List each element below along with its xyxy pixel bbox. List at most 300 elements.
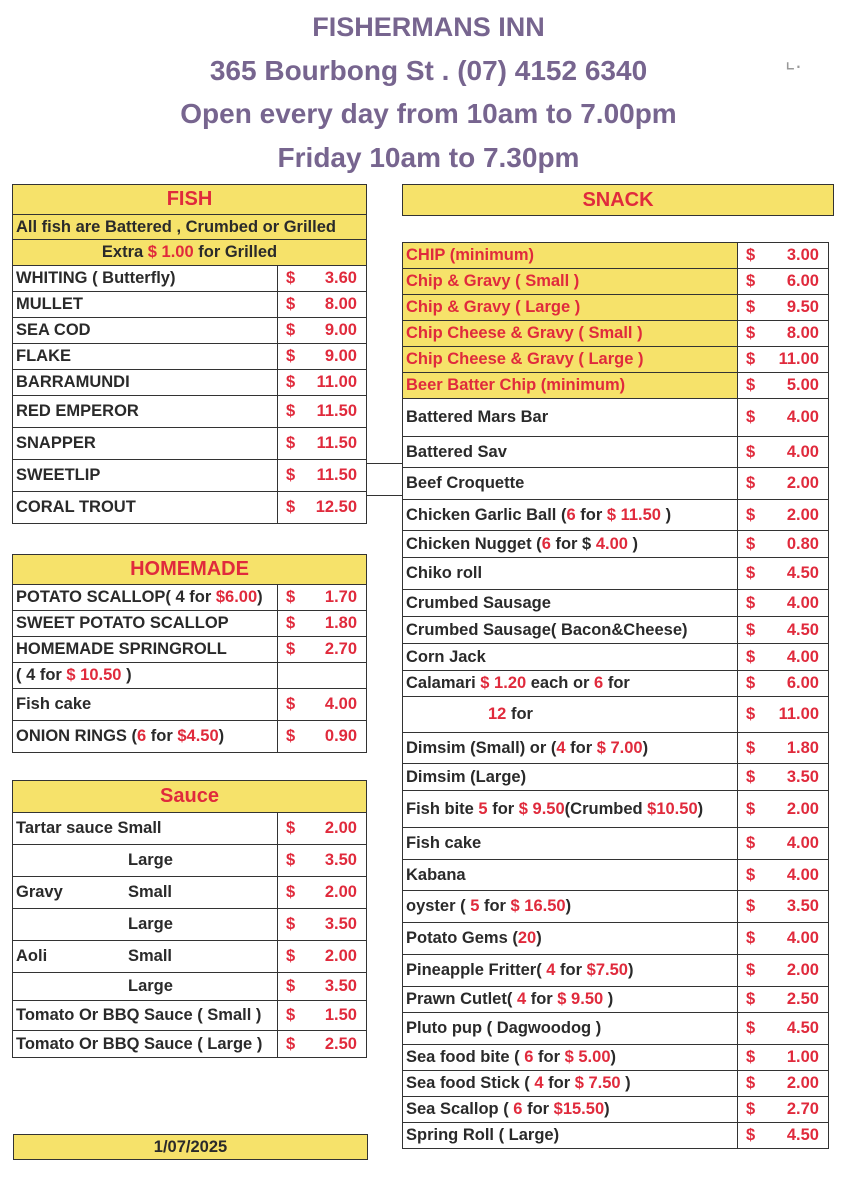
item-size: Large (128, 851, 173, 869)
item-price: 2.00 (786, 961, 819, 979)
shop-address: 365 Bourbong St . (07) 4152 6340 (209, 55, 648, 86)
snack-row (403, 891, 829, 923)
dollar-sign: $ (746, 474, 756, 492)
item-name: SEA COD (16, 321, 91, 339)
dollar-sign: $ (286, 727, 296, 745)
sauce-row (13, 909, 367, 941)
item-price-cell (738, 347, 829, 373)
homemade-table (12, 554, 367, 753)
item-qty: 6 (524, 1048, 534, 1066)
menu-date: 1/07/2025 (13, 1134, 368, 1160)
item-name-cell (13, 292, 278, 318)
snack-row (403, 1123, 829, 1149)
item-name-cell (13, 973, 278, 1001)
item-name: Aoli (16, 947, 48, 965)
dollar-sign: $ (286, 1006, 296, 1024)
dollar-sign: $ (746, 799, 756, 818)
dollar-sign: $ (746, 350, 756, 368)
item-price-cell (738, 617, 829, 644)
item-name-cell (403, 1045, 738, 1071)
item-deal: $6.00 (215, 588, 258, 606)
item-price: 4.00 (786, 929, 819, 947)
fish-table (12, 184, 367, 524)
item-name-end: ) (218, 727, 225, 745)
item-price-cell (738, 671, 829, 697)
item-price-cell (738, 1071, 829, 1097)
snack-row (403, 697, 829, 733)
item-price-cell (738, 828, 829, 860)
item-name: Dimsim (Large) (406, 767, 527, 786)
item-name-end: ) (604, 1100, 610, 1118)
snack-row (403, 617, 829, 644)
snack-chip-row (403, 243, 829, 269)
item-qty: 4 (516, 990, 527, 1008)
item-price-cell (278, 318, 367, 344)
item-price: 3.00 (786, 246, 819, 264)
item-price: 4.50 (786, 1126, 819, 1144)
item-price-cell (278, 909, 367, 941)
dollar-sign: $ (746, 1019, 756, 1037)
item-name: HOMEMADE SPRINGROLL (16, 640, 227, 658)
item-name-cell (403, 399, 738, 437)
item-price: 0.90 (324, 727, 358, 745)
item-mid: each or (526, 674, 595, 692)
item-price-cell (278, 611, 367, 637)
sauce-row (13, 1031, 367, 1058)
item-deal: $ 9.50 (518, 799, 565, 818)
item-name-cell (403, 1013, 738, 1045)
item-price-cell (738, 1097, 829, 1123)
sauce-row (13, 813, 367, 845)
fish-row (13, 396, 367, 428)
item-price: 11.00 (316, 373, 357, 391)
item-price: 3.50 (324, 977, 357, 995)
fish-row (13, 460, 367, 492)
dollar-sign: $ (286, 614, 296, 632)
item-mid: for (555, 961, 587, 979)
item-price: 3.50 (324, 915, 357, 933)
dollar-sign: $ (746, 865, 756, 884)
item-name-cell (403, 373, 738, 399)
dollar-sign: $ (286, 695, 296, 713)
fish-row (13, 344, 367, 370)
item-name-cell (13, 585, 278, 611)
item-price-cell (738, 437, 829, 468)
item-price-cell (738, 468, 829, 500)
item-name-end: ) (642, 738, 649, 757)
item-size: Large (128, 915, 173, 933)
item-name: Battered Sav (406, 442, 507, 461)
item-name: Gravy (16, 883, 63, 901)
fish-row (13, 428, 367, 460)
item-price-cell (278, 585, 367, 611)
item-name-cell (403, 1071, 738, 1097)
snack-chip-row (403, 321, 829, 347)
item-name-end: ) (257, 588, 263, 606)
item-deal: $10.50 (647, 799, 698, 818)
item-mid: for (526, 990, 558, 1008)
item-price: 6.00 (786, 272, 819, 290)
item-qty: 6 (513, 1100, 523, 1118)
item-price: 2.00 (324, 883, 357, 901)
item-name-end: ) (627, 534, 639, 553)
dollar-sign: $ (286, 498, 296, 516)
item-price: 11.50 (316, 434, 357, 452)
item-deal: $15.50 (553, 1100, 605, 1118)
item-name: Sea food bite ( (406, 1048, 525, 1066)
item-name-cell (13, 637, 278, 663)
dollar-sign: $ (286, 977, 296, 995)
item-price: 4.50 (786, 1019, 819, 1037)
item-name-cell (403, 644, 738, 671)
fish-row (13, 492, 367, 524)
item-deal: $ 10.50 (66, 666, 122, 684)
snack-row (403, 828, 829, 860)
item-price: 1.80 (786, 738, 819, 757)
item-mid: for (522, 1100, 554, 1118)
item-qty: 6 (566, 505, 576, 524)
snack-row (403, 923, 829, 955)
snack-chip-row (403, 295, 829, 321)
extra-note: for Grilled (198, 243, 278, 261)
item-deal: $ 1.20 (480, 674, 527, 692)
item-mid: for (575, 505, 607, 524)
item-name-end: ) (536, 929, 542, 947)
item-size: Small (128, 947, 173, 965)
item-price-cell (278, 845, 367, 877)
item-deal: $ 9.50 (557, 990, 604, 1008)
item-name: Fish bite (406, 799, 479, 818)
item-price: 9.00 (324, 347, 357, 365)
item-qty: 5 (478, 799, 488, 818)
sauce-row (13, 845, 367, 877)
item-price: 0.80 (786, 534, 819, 553)
item-name-cell (13, 845, 278, 877)
dollar-sign: $ (286, 915, 296, 933)
item-price: 1.80 (324, 614, 358, 632)
dollar-sign: $ (746, 929, 756, 947)
dollar-sign: $ (746, 534, 756, 553)
snack-row (403, 531, 829, 558)
dollar-sign: $ (746, 505, 756, 524)
dollar-sign: $ (286, 1034, 296, 1053)
item-name-cell (403, 321, 738, 347)
item-name: Pluto pup ( Dagwoodog ) (406, 1019, 602, 1037)
item-price: 2.00 (786, 474, 819, 492)
item-name: Chip & Gravy ( Large ) (406, 298, 581, 316)
item-name: Chiko roll (406, 564, 483, 582)
item-price-cell (278, 1031, 367, 1058)
dollar-sign: $ (286, 402, 296, 420)
item-price-cell (738, 1013, 829, 1045)
dollar-sign: $ (746, 593, 756, 612)
snack-row (403, 955, 829, 987)
item-name-end: for (603, 674, 630, 692)
item-price: 8.00 (786, 324, 819, 342)
dollar-sign: $ (746, 408, 756, 426)
snack-row (403, 987, 829, 1013)
item-price-cell (738, 399, 829, 437)
homemade-row (13, 585, 367, 611)
snack-row (403, 671, 829, 697)
homemade-row (13, 611, 367, 637)
dollar-sign: $ (286, 373, 296, 391)
item-name: Tomato Or BBQ Sauce ( Large ) (16, 1034, 263, 1053)
item-price-cell (738, 697, 829, 733)
dollar-sign: $ (286, 295, 296, 313)
dollar-sign: $ (746, 705, 756, 723)
item-deal: $7.50 (586, 961, 628, 979)
homemade-heading: HOMEMADE (13, 555, 367, 585)
item-name-end: ) (610, 1048, 616, 1066)
item-name: Battered Mars Bar (406, 408, 549, 426)
item-price: 4.00 (786, 647, 819, 666)
fish-row (13, 292, 367, 318)
item-name: Crumbed Sausage( Bacon&Cheese) (406, 620, 688, 639)
item-mid: for (543, 1074, 575, 1092)
item-deal: $ 5.00 (564, 1048, 611, 1066)
item-name-end: (Crumbed (564, 799, 648, 818)
item-name: SWEET POTATO SCALLOP (16, 614, 229, 632)
item-name-cell (403, 437, 738, 468)
item-price: 2.00 (324, 819, 357, 837)
item-price-cell (738, 860, 829, 891)
item-name-cell (403, 671, 738, 697)
item-name-cell (403, 697, 738, 733)
item-name-end: ) (660, 505, 672, 524)
item-price: 1.50 (324, 1006, 357, 1024)
item-price: 9.00 (324, 321, 357, 339)
item-name: Spring Roll ( Large) (406, 1126, 560, 1144)
item-name: Beer Batter Chip (minimum) (406, 376, 626, 394)
item-name: MULLET (16, 295, 83, 313)
item-price-cell (278, 877, 367, 909)
item-name-cell (403, 955, 738, 987)
item-name-cell (13, 611, 278, 637)
item-name: SNAPPER (16, 434, 96, 452)
item-qty: 12 (488, 705, 507, 723)
fish-row (13, 318, 367, 344)
item-price: 4.00 (786, 865, 819, 884)
item-name-cell (403, 347, 738, 373)
item-price: 5.00 (786, 376, 819, 394)
item-mid: for (565, 738, 597, 757)
item-name-cell (403, 923, 738, 955)
item-name-cell (13, 396, 278, 428)
item-name: Sea food Stick ( (406, 1074, 535, 1092)
dollar-sign: $ (746, 324, 756, 342)
item-name-cell (403, 531, 738, 558)
item-mid: for $ (550, 534, 596, 553)
dollar-sign: $ (286, 466, 296, 484)
item-size: Large (128, 977, 173, 995)
homemade-row (13, 637, 367, 663)
snack-row (403, 733, 829, 764)
item-price: 4.00 (786, 408, 819, 426)
dollar-sign: $ (746, 897, 756, 915)
item-name-cell (13, 266, 278, 292)
item-name: ( 4 for (16, 666, 67, 684)
item-price: 2.00 (324, 947, 357, 965)
fish-heading: FISH (13, 185, 367, 215)
item-price: 3.50 (786, 897, 819, 915)
item-price-cell (278, 663, 367, 689)
item-price-cell (738, 1045, 829, 1071)
item-mid: for (533, 1048, 565, 1066)
dollar-sign: $ (746, 298, 756, 316)
item-name-end: ) (620, 1074, 631, 1092)
dollar-sign: $ (746, 834, 756, 852)
item-price-cell (738, 891, 829, 923)
item-price-cell (738, 243, 829, 269)
item-price-cell (738, 923, 829, 955)
item-name-cell (13, 663, 278, 689)
item-price: 1.70 (324, 588, 358, 606)
item-price-cell (738, 295, 829, 321)
snack-row (403, 764, 829, 791)
item-price: 11.50 (316, 402, 357, 420)
item-name-cell (403, 269, 738, 295)
item-price-cell (738, 733, 829, 764)
item-price-cell (278, 266, 367, 292)
item-price: 2.00 (786, 1074, 819, 1092)
item-price-cell (738, 644, 829, 671)
item-name: Fish cake (16, 695, 92, 713)
item-qty: 6 (594, 674, 604, 692)
item-price-cell (278, 492, 367, 524)
item-name: CHIP (minimum) (406, 246, 535, 264)
item-price: 11.00 (778, 350, 819, 368)
extra-amount: $ 1.00 (147, 243, 194, 261)
item-price: 4.50 (786, 620, 819, 639)
snack-chip-row (403, 269, 829, 295)
snack-row (403, 1071, 829, 1097)
pen-mark: ⌞. (785, 48, 802, 73)
item-name: oyster ( (406, 897, 471, 915)
item-price: 1.00 (786, 1048, 819, 1066)
item-name: Dimsim (Small) or ( (406, 738, 557, 757)
item-price-cell (738, 500, 829, 531)
item-name-cell (403, 987, 738, 1013)
snack-row (403, 860, 829, 891)
dollar-sign: $ (746, 1074, 756, 1092)
item-price-cell (278, 292, 367, 318)
item-name: Chicken Garlic Ball ( (406, 505, 567, 524)
item-name-cell (13, 1031, 278, 1058)
item-name-cell (403, 468, 738, 500)
item-name-end: ) (565, 897, 572, 915)
item-qty: 4 (534, 1074, 544, 1092)
item-deal: 4.00 (595, 534, 628, 553)
item-name-end: ) (697, 799, 704, 818)
item-price: 4.00 (786, 834, 819, 852)
item-name: Chip & Gravy ( Small ) (406, 272, 580, 290)
item-price-cell (278, 428, 367, 460)
item-price: 3.50 (786, 767, 819, 786)
sauce-row (13, 973, 367, 1001)
item-price-cell (278, 637, 367, 663)
item-deal: $ 16.50 (510, 897, 566, 915)
item-name-cell (13, 1001, 278, 1031)
snack-row (403, 644, 829, 671)
item-name: Corn Jack (406, 647, 486, 666)
item-price: 4.00 (324, 695, 358, 713)
item-name: Prawn Cutlet( (406, 990, 517, 1008)
item-price-cell (738, 321, 829, 347)
item-name: Tomato Or BBQ Sauce ( Small ) (16, 1006, 262, 1024)
item-name-cell (13, 428, 278, 460)
item-name: Crumbed Sausage (406, 593, 551, 612)
dollar-sign: $ (286, 640, 296, 658)
snack-row (403, 399, 829, 437)
item-name-cell (403, 828, 738, 860)
friday-hours: Friday 10am to 7.30pm (277, 142, 580, 173)
item-price-cell (738, 791, 829, 828)
snack-row (403, 590, 829, 617)
item-size: Small (128, 883, 173, 901)
fish-row (13, 370, 367, 396)
dollar-sign: $ (286, 321, 296, 339)
item-price: 2.50 (786, 990, 819, 1008)
snack-row (403, 1097, 829, 1123)
item-name: FLAKE (16, 347, 71, 365)
dollar-sign: $ (286, 883, 296, 901)
item-name-cell (13, 689, 278, 721)
item-price-cell (278, 941, 367, 973)
item-name-cell (13, 813, 278, 845)
item-name-end: for (506, 705, 533, 723)
item-price: 4.00 (786, 442, 819, 461)
homemade-row (13, 721, 367, 753)
item-price-cell (278, 396, 367, 428)
dollar-sign: $ (746, 767, 756, 786)
item-price: 2.70 (786, 1100, 819, 1118)
item-name: Fish cake (406, 834, 482, 852)
item-name-cell (403, 590, 738, 617)
homemade-row (13, 663, 367, 689)
item-name: Chip Cheese & Gravy ( Large ) (406, 350, 644, 368)
snack-table (402, 242, 829, 1149)
item-name: SWEETLIP (16, 466, 101, 484)
dollar-sign: $ (286, 434, 296, 452)
dollar-sign: $ (746, 246, 756, 264)
item-mid: for (146, 727, 178, 745)
dollar-sign: $ (286, 347, 296, 365)
sauce-table (12, 780, 367, 1058)
item-price: 11.50 (316, 466, 357, 484)
snack-row (403, 500, 829, 531)
dollar-sign: $ (286, 819, 296, 837)
item-price: 6.00 (786, 674, 819, 692)
sauce-row (13, 941, 367, 973)
item-name: Chicken Nugget ( (406, 534, 542, 553)
dollar-sign: $ (746, 620, 756, 639)
sauce-heading: Sauce (13, 781, 367, 813)
item-deal: $4.50 (177, 727, 219, 745)
item-name: Chip Cheese & Gravy ( Small ) (406, 324, 643, 342)
item-price: 8.00 (324, 295, 357, 313)
item-name-cell (13, 318, 278, 344)
item-name-cell (13, 370, 278, 396)
item-name-cell (13, 909, 278, 941)
item-price-cell (738, 955, 829, 987)
snack-row (403, 437, 829, 468)
snack-row (403, 468, 829, 500)
dollar-sign: $ (746, 647, 756, 666)
item-qty: 4 (546, 961, 556, 979)
item-name: ONION RINGS ( (16, 727, 138, 745)
fish-note: All fish are Battered , Crumbed or Grilled (13, 215, 367, 240)
